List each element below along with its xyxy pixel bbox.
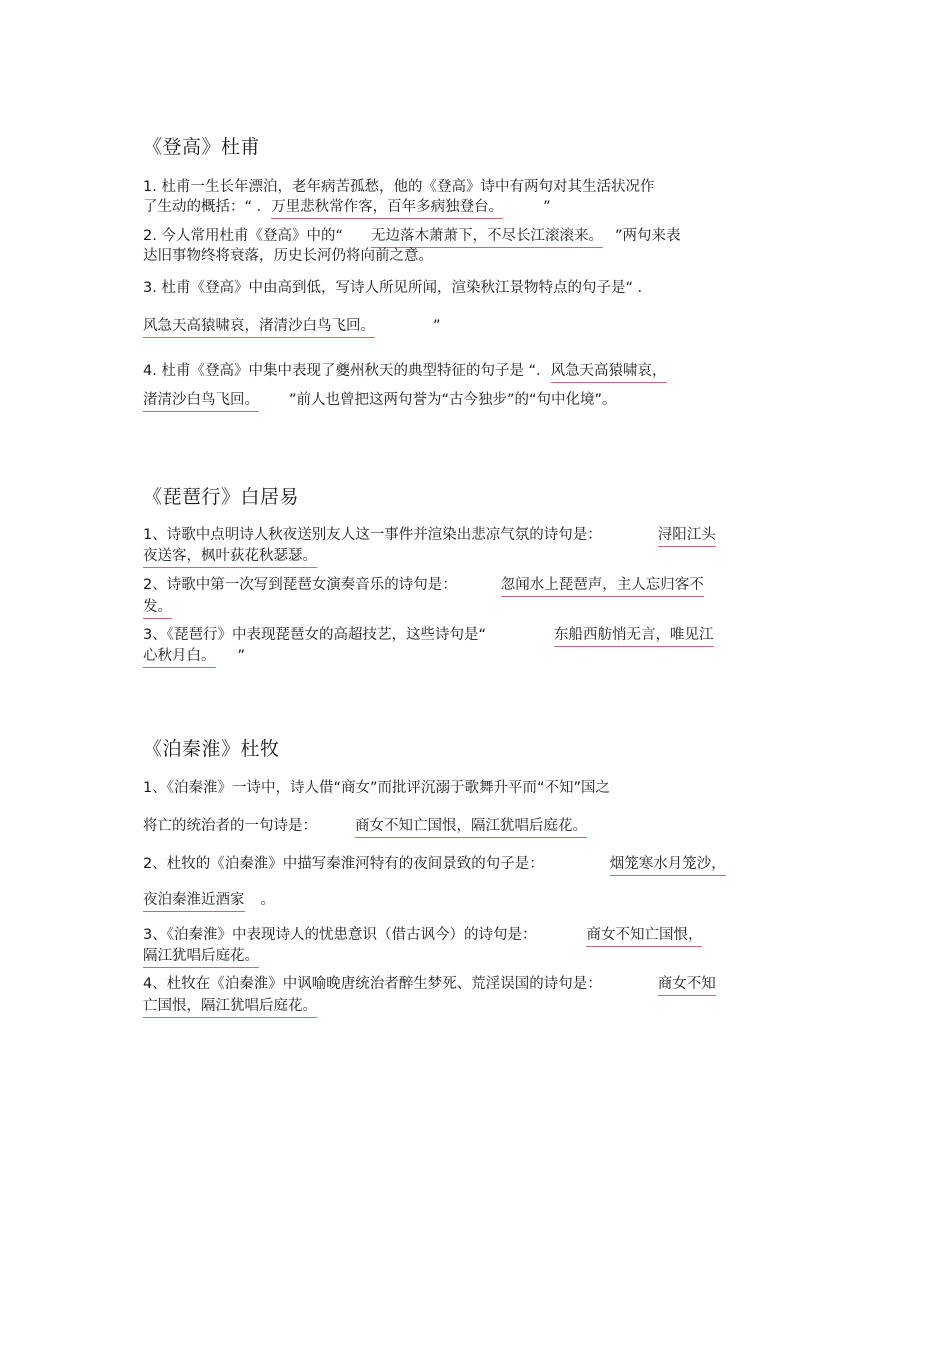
section-title-denggao: 《登高》杜甫	[143, 136, 261, 158]
q5-line2	[143, 546, 317, 566]
q8-line1: 1、《泊秦淮》一诗中，诗人借“商女”而批评沉溺于歌舞升平而“不知”国之	[143, 780, 611, 796]
q1-line1: 1. 杜甫一生长年漂泊，老年病苦孤愁，他的《登高》诗中有两句对其生活状况作	[143, 179, 655, 195]
q6-line1: 2、诗歌中第一次写到琵琶女演奏音乐的诗句是： 忽闻水上琵琶声，主人忘归客不	[143, 577, 704, 593]
section-title-boqinhuai: 《泊秦淮》杜牧	[143, 738, 280, 760]
answer: 夜送客，枫叶荻花秋瑟瑟。	[143, 548, 317, 564]
q9-line1: 2、杜牧的《泊秦淮》中描写秦淮河特有的夜间景致的句子是： 烟笼寒水月笼沙，	[143, 856, 726, 872]
section-title-pipaxing: 《琵琶行》白居易	[143, 486, 300, 508]
q1-line2: 了生动的概括：“ ．万里悲秋常作客，百年多病独登台。 ”	[143, 199, 551, 215]
answer: 风急天高猿啸哀，渚清沙白鸟飞回。	[143, 318, 375, 334]
q7-line1: 3、《琵琶行》中表现琵琶女的高超技艺，这些诗句是“ 东船西舫悄无言，唯见江	[143, 627, 714, 643]
q2-line1: 2. 今人常用杜甫《登高》中的“ 无边落木萧萧下，不尽长江滚滚来。 ”两句来表	[143, 228, 681, 244]
answer: 风急天高猿啸哀，	[550, 363, 667, 379]
q3-line2: 风急天高猿啸哀，渚清沙白鸟飞回。 ”	[143, 318, 441, 334]
q8-line2: 将亡的统治者的一句诗是： 商女不知亡国恨，隔江犹唱后庭花。	[143, 818, 587, 834]
q9-line2: 夜泊秦淮近酒家 。	[143, 892, 275, 908]
answer: 商女不知亡国恨，	[586, 927, 703, 943]
answer: 心秋月白。	[143, 648, 216, 664]
answer: 烟笼寒水月笼沙，	[609, 856, 726, 872]
answer: 东船西舫悄无言，唯见江	[554, 627, 714, 643]
answer: 渚清沙白鸟飞回。	[143, 392, 259, 408]
answer: 商女不知亡国恨，隔江犹唱后庭花。	[355, 818, 587, 834]
q4-line1: 4. 杜甫《登高》中集中表现了夔州秋天的典型特征的句子是 “．风急天高猿啸哀，	[143, 363, 667, 379]
answer: 浔阳江头	[657, 527, 716, 543]
q7-line2: 心秋月白。 ”	[143, 648, 246, 664]
answer: 无边落木萧萧下，不尽长江滚滚来。	[370, 228, 603, 244]
answer: 万里悲秋常作客，百年多病独登台。	[271, 199, 504, 215]
q11-line1: 4、杜牧在《泊秦淮》中讽喻晚唐统治者醉生梦死、荒淫误国的诗句是： 商女不知	[143, 976, 716, 992]
q2-line2: 达旧事物终将衰落，历史长河仍将向前之意。	[143, 248, 433, 264]
answer: 忽闻水上琵琶声，主人忘归客不	[500, 577, 704, 593]
answer: 商女不知	[657, 976, 716, 992]
q5-line1: 1、诗歌中点明诗人秋夜送别友人这一事件并渲染出悲凉气氛的诗句是： 浔阳江头	[143, 527, 716, 543]
answer: 发。	[143, 599, 172, 615]
q6-line2	[143, 597, 200, 617]
answer: 亡国恨，隔江犹唱后庭花。	[143, 998, 317, 1014]
q4-line2: 渚清沙白鸟飞回。 ”前人也曾把这两句誉为“古今独步”的“句中化境”。	[143, 392, 617, 408]
answer: 隔江犹唱后庭花。	[143, 948, 259, 964]
q11-line2	[143, 996, 345, 1016]
answer: 夜泊秦淮近酒家	[143, 892, 245, 908]
q10-line1: 3、《泊秦淮》中表现诗人的忧患意识（借古讽今）的诗句是： 商女不知亡国恨，	[143, 927, 703, 943]
q10-line2	[143, 946, 259, 966]
q3-line1: 3. 杜甫《登高》中由高到低，写诗人所见所闻，渲染秋江景物特点的句子是“ ．	[143, 280, 653, 296]
